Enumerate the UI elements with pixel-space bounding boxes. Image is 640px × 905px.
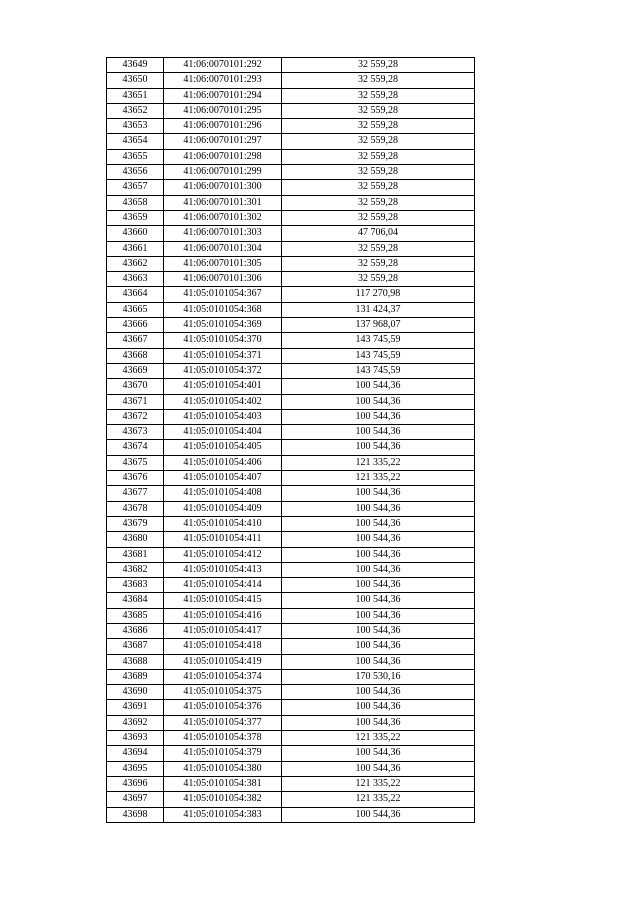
table-row	[107, 807, 475, 822]
table-row	[107, 119, 475, 134]
row-number-cell: 43663	[107, 272, 164, 287]
table-row	[107, 547, 475, 562]
cadastral-number-cell: 41:05:0101054:417	[164, 623, 282, 638]
row-number-cell: 43659	[107, 210, 164, 225]
table-row	[107, 348, 475, 363]
cadastral-value-cell: 100 544,36	[282, 409, 475, 424]
row-number-cell: 43688	[107, 654, 164, 669]
row-number-cell: 43672	[107, 409, 164, 424]
cadastral-value-cell: 143 745,59	[282, 348, 475, 363]
cadastral-number-cell: 41:06:0070101:292	[164, 58, 282, 73]
table-row	[107, 486, 475, 501]
cadastral-value-cell: 100 544,36	[282, 608, 475, 623]
cadastral-number-cell: 41:05:0101054:412	[164, 547, 282, 562]
table-row	[107, 746, 475, 761]
cadastral-value-cell: 32 559,28	[282, 134, 475, 149]
cadastral-number-cell: 41:05:0101054:407	[164, 471, 282, 486]
row-number-cell: 43681	[107, 547, 164, 562]
table-row	[107, 333, 475, 348]
cadastral-value-cell: 100 544,36	[282, 761, 475, 776]
cadastral-value-cell: 100 544,36	[282, 516, 475, 531]
table-row	[107, 623, 475, 638]
cadastral-value-cell: 137 968,07	[282, 318, 475, 333]
cadastral-value-cell: 32 559,28	[282, 103, 475, 118]
cadastral-number-cell: 41:05:0101054:378	[164, 731, 282, 746]
table-row	[107, 394, 475, 409]
cadastral-number-cell: 41:05:0101054:416	[164, 608, 282, 623]
row-number-cell: 43679	[107, 516, 164, 531]
row-number-cell: 43693	[107, 731, 164, 746]
cadastral-number-cell: 41:05:0101054:377	[164, 715, 282, 730]
table-row	[107, 593, 475, 608]
cadastral-value-cell: 32 559,28	[282, 210, 475, 225]
cadastral-value-cell: 121 335,22	[282, 792, 475, 807]
row-number-cell: 43652	[107, 103, 164, 118]
table-row	[107, 103, 475, 118]
cadastral-number-cell: 41:05:0101054:411	[164, 532, 282, 547]
cadastral-number-cell: 41:06:0070101:299	[164, 165, 282, 180]
cadastral-number-cell: 41:05:0101054:381	[164, 776, 282, 791]
cadastral-value-cell: 32 559,28	[282, 119, 475, 134]
cadastral-number-cell: 41:06:0070101:304	[164, 241, 282, 256]
row-number-cell: 43669	[107, 363, 164, 378]
cadastral-number-cell: 41:06:0070101:306	[164, 272, 282, 287]
row-number-cell: 43692	[107, 715, 164, 730]
table-row	[107, 226, 475, 241]
cadastral-value-cell: 32 559,28	[282, 73, 475, 88]
cadastral-value-cell: 100 544,36	[282, 425, 475, 440]
cadastral-number-cell: 41:05:0101054:370	[164, 333, 282, 348]
cadastral-value-cell: 32 559,28	[282, 180, 475, 195]
cadastral-number-cell: 41:05:0101054:383	[164, 807, 282, 822]
cadastral-number-cell: 41:05:0101054:367	[164, 287, 282, 302]
row-number-cell: 43650	[107, 73, 164, 88]
row-number-cell: 43676	[107, 471, 164, 486]
row-number-cell: 43684	[107, 593, 164, 608]
row-number-cell: 43694	[107, 746, 164, 761]
cadastral-number-cell: 41:05:0101054:410	[164, 516, 282, 531]
row-number-cell: 43685	[107, 608, 164, 623]
cadastral-value-cell: 100 544,36	[282, 654, 475, 669]
cadastral-number-cell: 41:05:0101054:419	[164, 654, 282, 669]
table-row	[107, 578, 475, 593]
cadastral-number-cell: 41:06:0070101:296	[164, 119, 282, 134]
table-row	[107, 272, 475, 287]
table-row	[107, 639, 475, 654]
row-number-cell: 43653	[107, 119, 164, 134]
cadastral-value-cell: 100 544,36	[282, 715, 475, 730]
row-number-cell: 43674	[107, 440, 164, 455]
table-row	[107, 425, 475, 440]
table-row	[107, 409, 475, 424]
table-row	[107, 73, 475, 88]
cadastral-value-cell: 32 559,28	[282, 58, 475, 73]
table-row	[107, 210, 475, 225]
table-row	[107, 134, 475, 149]
cadastral-value-cell: 100 544,36	[282, 807, 475, 822]
table-row	[107, 516, 475, 531]
cadastral-number-cell: 41:06:0070101:301	[164, 195, 282, 210]
cadastral-value-cell: 32 559,28	[282, 241, 475, 256]
cadastral-value-cell: 32 559,28	[282, 256, 475, 271]
cadastral-number-cell: 41:05:0101054:368	[164, 302, 282, 317]
row-number-cell: 43662	[107, 256, 164, 271]
table-row	[107, 532, 475, 547]
row-number-cell: 43666	[107, 318, 164, 333]
row-number-cell: 43649	[107, 58, 164, 73]
cadastral-number-cell: 41:06:0070101:295	[164, 103, 282, 118]
row-number-cell: 43686	[107, 623, 164, 638]
cadastral-number-cell: 41:05:0101054:409	[164, 501, 282, 516]
row-number-cell: 43658	[107, 195, 164, 210]
row-number-cell: 43661	[107, 241, 164, 256]
cadastral-number-cell: 41:06:0070101:294	[164, 88, 282, 103]
cadastral-value-cell: 100 544,36	[282, 685, 475, 700]
cadastral-value-cell: 100 544,36	[282, 562, 475, 577]
cadastral-value-cell: 170 530,16	[282, 669, 475, 684]
table-row	[107, 700, 475, 715]
row-number-cell: 43665	[107, 302, 164, 317]
table-row	[107, 471, 475, 486]
row-number-cell: 43654	[107, 134, 164, 149]
cadastral-number-cell: 41:05:0101054:404	[164, 425, 282, 440]
table-row	[107, 88, 475, 103]
cadastral-number-cell: 41:05:0101054:369	[164, 318, 282, 333]
cadastral-value-cell: 100 544,36	[282, 746, 475, 761]
table-row	[107, 58, 475, 73]
cadastral-value-cell: 121 335,22	[282, 731, 475, 746]
row-number-cell: 43660	[107, 226, 164, 241]
table-row	[107, 287, 475, 302]
cadastral-number-cell: 41:05:0101054:418	[164, 639, 282, 654]
table-row	[107, 195, 475, 210]
cadastral-number-cell: 41:06:0070101:293	[164, 73, 282, 88]
table-row	[107, 792, 475, 807]
cadastral-number-cell: 41:05:0101054:375	[164, 685, 282, 700]
row-number-cell: 43664	[107, 287, 164, 302]
cadastral-value-table	[106, 57, 475, 823]
row-number-cell: 43696	[107, 776, 164, 791]
cadastral-number-cell: 41:05:0101054:376	[164, 700, 282, 715]
row-number-cell: 43667	[107, 333, 164, 348]
row-number-cell: 43656	[107, 165, 164, 180]
table-row	[107, 363, 475, 378]
cadastral-number-cell: 41:05:0101054:371	[164, 348, 282, 363]
table-row	[107, 669, 475, 684]
row-number-cell: 43682	[107, 562, 164, 577]
row-number-cell: 43690	[107, 685, 164, 700]
row-number-cell: 43698	[107, 807, 164, 822]
table-row	[107, 562, 475, 577]
cadastral-number-cell: 41:05:0101054:408	[164, 486, 282, 501]
cadastral-value-cell: 117 270,98	[282, 287, 475, 302]
cadastral-value-cell: 32 559,28	[282, 195, 475, 210]
cadastral-number-cell: 41:05:0101054:405	[164, 440, 282, 455]
cadastral-number-cell: 41:05:0101054:402	[164, 394, 282, 409]
row-number-cell: 43697	[107, 792, 164, 807]
cadastral-value-cell: 32 559,28	[282, 149, 475, 164]
cadastral-value-cell: 143 745,59	[282, 363, 475, 378]
table-row	[107, 318, 475, 333]
cadastral-number-cell: 41:05:0101054:403	[164, 409, 282, 424]
row-number-cell: 43678	[107, 501, 164, 516]
cadastral-value-cell: 143 745,59	[282, 333, 475, 348]
cadastral-value-cell: 47 706,04	[282, 226, 475, 241]
row-number-cell: 43673	[107, 425, 164, 440]
cadastral-value-cell: 100 544,36	[282, 379, 475, 394]
row-number-cell: 43655	[107, 149, 164, 164]
cadastral-number-cell: 41:05:0101054:415	[164, 593, 282, 608]
cadastral-value-cell: 32 559,28	[282, 165, 475, 180]
cadastral-number-cell: 41:05:0101054:401	[164, 379, 282, 394]
table-row	[107, 685, 475, 700]
row-number-cell: 43675	[107, 455, 164, 470]
cadastral-number-cell: 41:05:0101054:372	[164, 363, 282, 378]
cadastral-value-cell: 100 544,36	[282, 532, 475, 547]
cadastral-number-cell: 41:06:0070101:297	[164, 134, 282, 149]
cadastral-number-cell: 41:05:0101054:414	[164, 578, 282, 593]
cadastral-number-cell: 41:06:0070101:305	[164, 256, 282, 271]
row-number-cell: 43691	[107, 700, 164, 715]
cadastral-number-cell: 41:05:0101054:380	[164, 761, 282, 776]
row-number-cell: 43670	[107, 379, 164, 394]
cadastral-value-cell: 100 544,36	[282, 486, 475, 501]
table-row	[107, 165, 475, 180]
row-number-cell: 43671	[107, 394, 164, 409]
row-number-cell: 43668	[107, 348, 164, 363]
row-number-cell: 43687	[107, 639, 164, 654]
row-number-cell: 43680	[107, 532, 164, 547]
table-row	[107, 715, 475, 730]
table-row	[107, 731, 475, 746]
cadastral-value-cell: 100 544,36	[282, 394, 475, 409]
cadastral-value-cell: 131 424,37	[282, 302, 475, 317]
cadastral-value-cell: 100 544,36	[282, 700, 475, 715]
cadastral-number-cell: 41:06:0070101:302	[164, 210, 282, 225]
row-number-cell: 43651	[107, 88, 164, 103]
cadastral-value-cell: 100 544,36	[282, 578, 475, 593]
cadastral-value-cell: 100 544,36	[282, 440, 475, 455]
cadastral-number-cell: 41:05:0101054:379	[164, 746, 282, 761]
cadastral-number-cell: 41:05:0101054:413	[164, 562, 282, 577]
table-row	[107, 776, 475, 791]
row-number-cell: 43677	[107, 486, 164, 501]
cadastral-value-cell: 100 544,36	[282, 501, 475, 516]
cadastral-value-cell: 121 335,22	[282, 471, 475, 486]
cadastral-value-cell: 100 544,36	[282, 623, 475, 638]
cadastral-value-cell: 100 544,36	[282, 639, 475, 654]
cadastral-value-cell: 121 335,22	[282, 776, 475, 791]
cadastral-number-cell: 41:05:0101054:382	[164, 792, 282, 807]
cadastral-value-cell: 100 544,36	[282, 547, 475, 562]
table-body	[107, 58, 475, 823]
cadastral-number-cell: 41:05:0101054:406	[164, 455, 282, 470]
row-number-cell: 43695	[107, 761, 164, 776]
row-number-cell: 43689	[107, 669, 164, 684]
row-number-cell: 43683	[107, 578, 164, 593]
table-row	[107, 501, 475, 516]
cadastral-number-cell: 41:06:0070101:303	[164, 226, 282, 241]
cadastral-number-cell: 41:05:0101054:374	[164, 669, 282, 684]
table-row	[107, 761, 475, 776]
cadastral-number-cell: 41:06:0070101:300	[164, 180, 282, 195]
cadastral-value-cell: 32 559,28	[282, 272, 475, 287]
table-row	[107, 241, 475, 256]
table-row	[107, 608, 475, 623]
table-row	[107, 180, 475, 195]
cadastral-value-cell: 32 559,28	[282, 88, 475, 103]
row-number-cell: 43657	[107, 180, 164, 195]
cadastral-number-cell: 41:06:0070101:298	[164, 149, 282, 164]
table-row	[107, 440, 475, 455]
cadastral-value-cell: 100 544,36	[282, 593, 475, 608]
table-row	[107, 455, 475, 470]
cadastral-value-cell: 121 335,22	[282, 455, 475, 470]
table-row	[107, 149, 475, 164]
table-row	[107, 379, 475, 394]
table-row	[107, 654, 475, 669]
table-row	[107, 256, 475, 271]
table-row	[107, 302, 475, 317]
